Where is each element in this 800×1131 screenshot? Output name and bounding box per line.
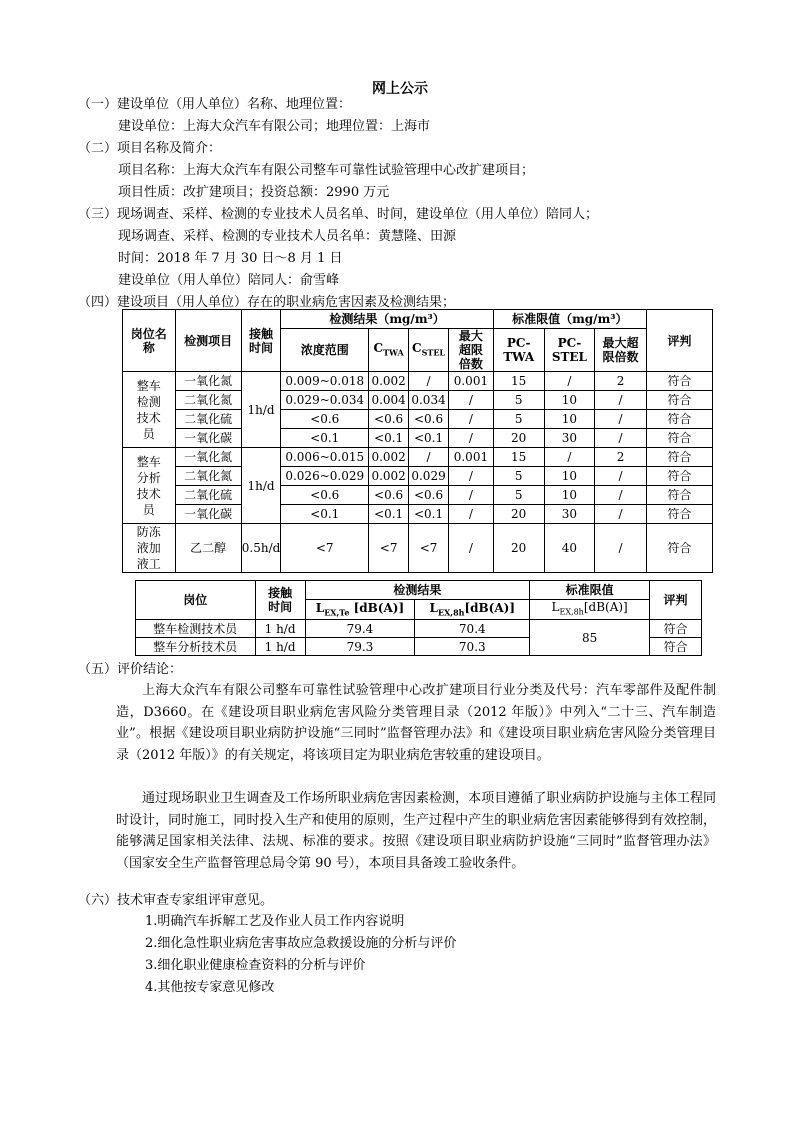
cell-pc-twa: 5 bbox=[493, 410, 544, 429]
header-limit: 标准限值（mg/m³） bbox=[493, 310, 646, 329]
cell-item: 二氧化氮 bbox=[175, 467, 241, 486]
cell-pc-twa: 15 bbox=[493, 448, 544, 467]
cell-post: 防冻液加液工 bbox=[123, 524, 176, 573]
section-3-line-3: 建设单位（用人单位）陪同人：俞雪峰 bbox=[118, 273, 340, 288]
section-2-line-1: 项目名称：上海大众汽车有限公司整车可靠性试验管理中心改扩建项目； bbox=[118, 163, 535, 178]
section-3-line-1: 现场调查、采样、检测的专业技术人员名单：黄慧隆、田源 bbox=[118, 229, 457, 244]
cell-cstel: <0.1 bbox=[409, 429, 449, 448]
section-1-line: 建设单位：上海大众汽车有限公司；地理位置：上海市 bbox=[118, 119, 431, 134]
cell-cstel: <0.6 bbox=[409, 486, 449, 505]
section-2-line-2: 项目性质：改扩建项目；投资总额：2990 万元 bbox=[118, 185, 390, 200]
table-row bbox=[123, 448, 713, 467]
table-row bbox=[123, 505, 713, 524]
cell-item: 一氧化碳 bbox=[175, 429, 241, 448]
header-max-exceed: 最大超限倍数 bbox=[449, 329, 494, 372]
section-6-heading: （六）技术审查专家组评审意见。 bbox=[78, 893, 274, 908]
review-item: 4.其他按专家意见修改 bbox=[145, 980, 275, 995]
cell-item: 二氧化硫 bbox=[175, 486, 241, 505]
cell-pc-stel: 30 bbox=[544, 505, 595, 524]
table-row bbox=[123, 524, 713, 573]
hazard-table bbox=[122, 309, 713, 573]
conclusion-paragraph-1: 上海大众汽车有限公司整车可靠性试验管理中心改扩建项目行业分类及代号：汽车零部件及配件制造，D3660。在《建设项目职业病危害风险分类管理目录（2012 年版）》中列入“二十三、汽车制造业”。根据《建设项目职业病防护设施“三同时”监督管理办法》和《建设项目职业病危害风险分类管理目录（2012 年版）》的有关规定，将该项目定为职业病危害较重的建设项目。 bbox=[116, 683, 716, 763]
header-post: 岗位名称 bbox=[123, 310, 176, 372]
cell-ctwa: 0.002 bbox=[369, 467, 409, 486]
cell-judge: 符合 bbox=[646, 391, 712, 410]
cell-range: 0.006~0.015 bbox=[281, 448, 369, 467]
noise-limit-value: 85 bbox=[530, 620, 650, 656]
noise-lex-te: 79.4 bbox=[305, 620, 415, 638]
header-result: 检测结果（mg/m³） bbox=[281, 310, 494, 329]
cell-pc-stel: 10 bbox=[544, 410, 595, 429]
cell-pc-twa: 20 bbox=[493, 524, 544, 573]
cell-pc-twa: 5 bbox=[493, 486, 544, 505]
header-ctwa: $C_{TWA}$ bbox=[369, 329, 409, 372]
cell-cstel: / bbox=[409, 448, 449, 467]
section-5-heading: （五）评价结论： bbox=[78, 662, 183, 677]
review-item: 3.细化职业健康检查资料的分析与评价 bbox=[145, 958, 366, 973]
cell-max-exceed-limit: / bbox=[595, 391, 647, 410]
cell-item: 一氧化氮 bbox=[175, 448, 241, 467]
cell-max-exceed-limit: 2 bbox=[595, 448, 647, 467]
cell-cstel: 0.034 bbox=[409, 391, 449, 410]
noise-time: 1 h/d bbox=[255, 620, 305, 638]
cell-pc-twa: 5 bbox=[493, 467, 544, 486]
noise-table bbox=[135, 580, 702, 656]
cell-max-exceed-limit: / bbox=[595, 524, 647, 573]
cell-range: 0.026~0.029 bbox=[281, 467, 369, 486]
cell-max-exceed: / bbox=[449, 486, 494, 505]
review-item: 2.细化急性职业病危害事故应急救援设施的分析与评价 bbox=[145, 936, 457, 951]
cell-judge: 符合 bbox=[646, 448, 712, 467]
cell-pc-stel: 40 bbox=[544, 524, 595, 573]
cell-range: <0.6 bbox=[281, 410, 369, 429]
noise-judge: 符合 bbox=[650, 620, 702, 638]
noise-header-post: 岗位 bbox=[136, 581, 256, 620]
cell-item: 乙二醇 bbox=[175, 524, 241, 573]
cell-cstel: <0.1 bbox=[409, 505, 449, 524]
cell-pc-stel: / bbox=[544, 448, 595, 467]
noise-header-limit: 标准限值 bbox=[530, 581, 650, 600]
noise-lex-8h: 70.4 bbox=[415, 620, 530, 638]
cell-time: 0.5h/d bbox=[241, 524, 281, 573]
noise-lex-te: 79.3 bbox=[305, 638, 415, 656]
cell-judge: 符合 bbox=[646, 486, 712, 505]
cell-cstel: <0.6 bbox=[409, 410, 449, 429]
cell-max-exceed-limit: / bbox=[595, 467, 647, 486]
noise-lex-8h: 70.3 bbox=[415, 638, 530, 656]
cell-time: 1h/d bbox=[241, 448, 281, 524]
cell-judge: 符合 bbox=[646, 467, 712, 486]
cell-cstel: / bbox=[409, 372, 449, 391]
cell-range: <0.1 bbox=[281, 429, 369, 448]
noise-header-result: 检测结果 bbox=[305, 581, 530, 600]
page-title: 网上公示 bbox=[372, 81, 428, 97]
cell-range: 0.009~0.018 bbox=[281, 372, 369, 391]
header-max-exceed-limit: 最大超限倍数 bbox=[595, 329, 647, 372]
section-3-heading: （三）现场调查、采样、检测的专业技术人员名单、时间，建设单位（用人单位）陪同人； bbox=[78, 207, 599, 222]
cell-max-exceed: / bbox=[449, 524, 494, 573]
cell-range: <7 bbox=[281, 524, 369, 573]
cell-pc-stel: 10 bbox=[544, 391, 595, 410]
header-pc-stel: PC-STEL bbox=[544, 329, 595, 372]
cell-cstel: 0.029 bbox=[409, 467, 449, 486]
header-judge: 评判 bbox=[646, 310, 712, 372]
cell-judge: 符合 bbox=[646, 524, 712, 573]
cell-time: 1h/d bbox=[241, 372, 281, 448]
cell-ctwa: <7 bbox=[369, 524, 409, 573]
noise-judge: 符合 bbox=[650, 638, 702, 656]
review-item: 1.明确汽车拆解工艺及作业人员工作内容说明 bbox=[145, 914, 405, 929]
cell-post: 整车分析技术员 bbox=[123, 448, 176, 524]
cell-max-exceed-limit: / bbox=[595, 410, 647, 429]
noise-header-lex-te: $L_{EX,Te}$ [dB(A)] bbox=[305, 600, 415, 620]
cell-max-exceed: / bbox=[449, 505, 494, 524]
noise-header-lex-8h: $L_{EX,8h}[dB(A)]$ bbox=[415, 600, 530, 620]
table-row bbox=[136, 620, 702, 638]
header-pc-twa: PC-TWA bbox=[493, 329, 544, 372]
cell-range: <0.1 bbox=[281, 505, 369, 524]
section-1-heading: （一）建设单位（用人单位）名称、地理位置： bbox=[78, 97, 352, 112]
cell-max-exceed: / bbox=[449, 429, 494, 448]
cell-max-exceed: / bbox=[449, 467, 494, 486]
cell-ctwa: 0.004 bbox=[369, 391, 409, 410]
section-3-line-2: 时间：2018 年 7 月 30 日～8 月 1 日 bbox=[118, 251, 343, 266]
cell-ctwa: 0.002 bbox=[369, 372, 409, 391]
cell-pc-stel: 10 bbox=[544, 467, 595, 486]
cell-max-exceed: 0.001 bbox=[449, 372, 494, 391]
noise-time: 1 h/d bbox=[255, 638, 305, 656]
cell-max-exceed-limit: / bbox=[595, 486, 647, 505]
cell-pc-twa: 5 bbox=[493, 391, 544, 410]
noise-post: 整车检测技术员 bbox=[136, 620, 256, 638]
table-row bbox=[123, 429, 713, 448]
cell-cstel: <7 bbox=[409, 524, 449, 573]
header-time: 接触时间 bbox=[241, 310, 281, 372]
cell-pc-twa: 20 bbox=[493, 429, 544, 448]
noise-post: 整车分析技术员 bbox=[136, 638, 256, 656]
cell-range: <0.6 bbox=[281, 486, 369, 505]
cell-item: 二氧化氮 bbox=[175, 391, 241, 410]
noise-header-judge: 评判 bbox=[650, 581, 702, 620]
cell-pc-twa: 15 bbox=[493, 372, 544, 391]
cell-max-exceed: / bbox=[449, 391, 494, 410]
noise-header-time: 接触时间 bbox=[255, 581, 305, 620]
cell-pc-stel: 30 bbox=[544, 429, 595, 448]
cell-ctwa: <0.1 bbox=[369, 505, 409, 524]
cell-pc-stel: / bbox=[544, 372, 595, 391]
cell-item: 一氧化氮 bbox=[175, 372, 241, 391]
cell-max-exceed-limit: / bbox=[595, 429, 647, 448]
cell-max-exceed: / bbox=[449, 410, 494, 429]
table-row bbox=[123, 486, 713, 505]
cell-item: 二氧化硫 bbox=[175, 410, 241, 429]
cell-range: 0.029~0.034 bbox=[281, 391, 369, 410]
cell-judge: 符合 bbox=[646, 429, 712, 448]
cell-judge: 符合 bbox=[646, 505, 712, 524]
conclusion-paragraph-2: 通过现场职业卫生调查及工作场所职业病危害因素检测，本项目遵循了职业病防护设施与主体工程同时设计，同时施工，同时投入生产和使用的原则，生产过程中产生的职业病危害因素能够得到有效控制，能够满足国家相关法律、法规、标准的要求。按照《建设项目职业病防护设施“三同时”监督管理办法》（国家安全生产监督管理总局令第 90 号），本项目具备竣工验收条件。 bbox=[116, 791, 716, 871]
table-row bbox=[123, 391, 713, 410]
cell-pc-twa: 20 bbox=[493, 505, 544, 524]
table-row bbox=[123, 372, 713, 391]
cell-max-exceed-limit: / bbox=[595, 505, 647, 524]
header-cstel: $C_{STEL}$ bbox=[409, 329, 449, 372]
header-range: 浓度范围 bbox=[281, 329, 369, 372]
table-row bbox=[123, 467, 713, 486]
header-item: 检测项目 bbox=[175, 310, 241, 372]
cell-judge: 符合 bbox=[646, 410, 712, 429]
section-4-heading: （四）建设项目（用人单位）存在的职业病危害因素及检测结果； bbox=[78, 295, 456, 310]
section-2-heading: （二）项目名称及简介： bbox=[78, 141, 222, 156]
cell-ctwa: 0.002 bbox=[369, 448, 409, 467]
cell-max-exceed-limit: 2 bbox=[595, 372, 647, 391]
table-row bbox=[123, 410, 713, 429]
cell-ctwa: <0.6 bbox=[369, 486, 409, 505]
cell-ctwa: <0.1 bbox=[369, 429, 409, 448]
cell-pc-stel: 10 bbox=[544, 486, 595, 505]
cell-post: 整车检测技术员 bbox=[123, 372, 176, 448]
cell-max-exceed: 0.001 bbox=[449, 448, 494, 467]
cell-item: 一氧化碳 bbox=[175, 505, 241, 524]
cell-judge: 符合 bbox=[646, 372, 712, 391]
noise-header-limit-lex-8h: $L_{EX,8h}[dB(A)]$ bbox=[530, 600, 650, 620]
cell-ctwa: <0.6 bbox=[369, 410, 409, 429]
